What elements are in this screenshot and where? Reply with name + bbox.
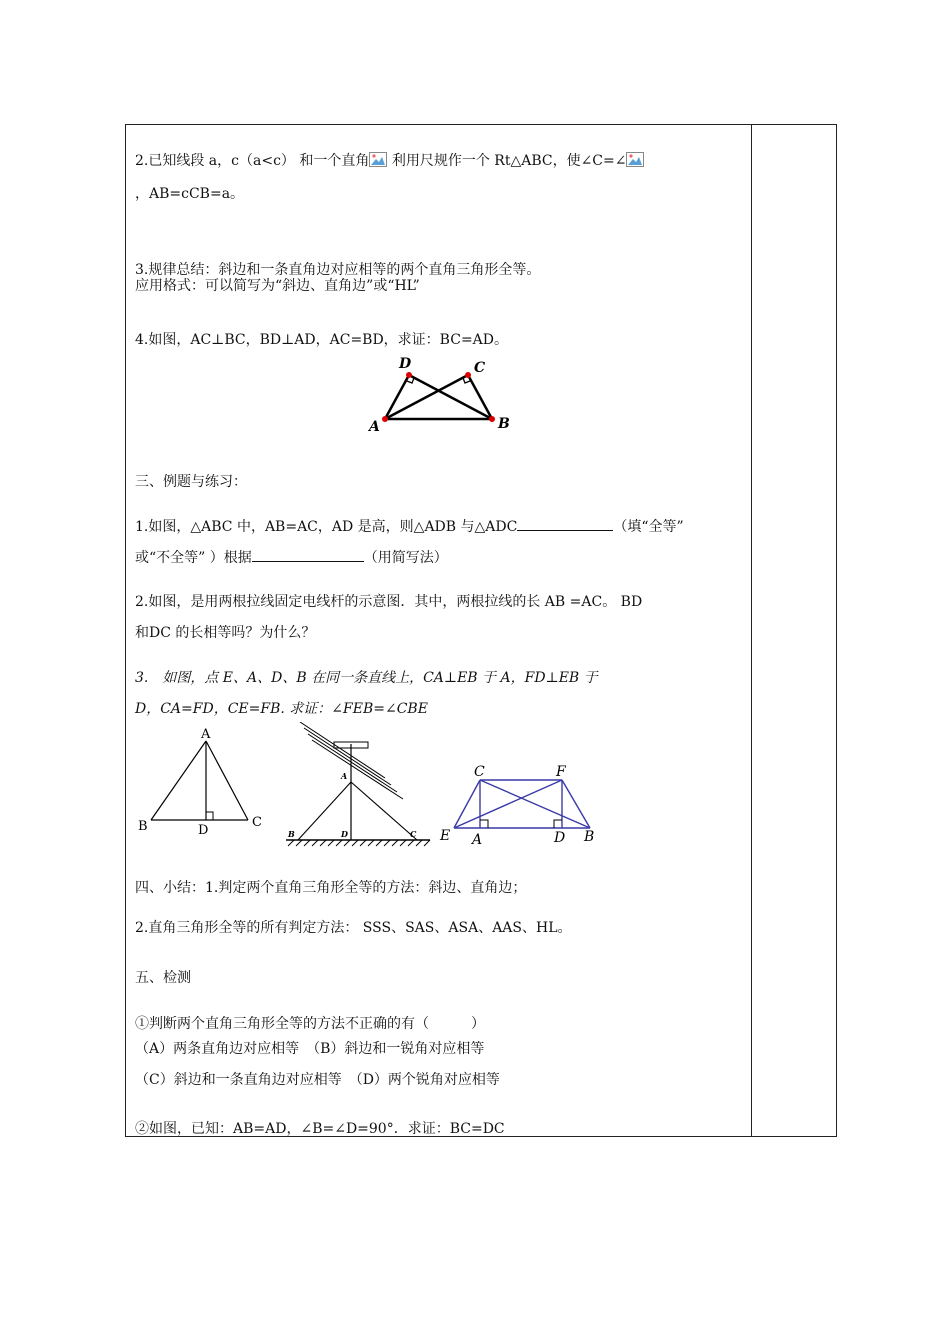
fig3-label-C: C [474, 764, 485, 780]
fig4-point-B [489, 416, 495, 422]
ex1-text-d: （用简写法） [363, 550, 448, 566]
fig3-line-EF [454, 780, 562, 828]
fig3-label-F: F [556, 764, 566, 780]
q1-stem: ①判断两个直角三角形全等的方法不正确的有（ ） [135, 1016, 485, 1032]
table-column-divider [751, 124, 752, 1137]
broken-image-icon [626, 152, 644, 167]
fig2-wire-1 [300, 722, 385, 778]
fig1-right-angle-mark [206, 812, 213, 820]
ex2-line1: 2.如图，是用两根拉线固定电线杆的示意图．其中，两根拉线的长 AB =AC。 BD [135, 594, 643, 610]
fig2-label-D: D [341, 829, 348, 839]
s2-line1 [135, 152, 644, 170]
q1-options-ab: （A）两条直角边对应相等 （B）斜边和一锐角对应相等 [135, 1041, 485, 1057]
fig4-label-C: C [474, 360, 486, 376]
fig2-label-A: A [341, 771, 348, 781]
fig4-label-B: B [498, 416, 510, 432]
fig2-wire-2 [304, 728, 391, 785]
fig2-ground-hatching [288, 840, 430, 846]
q1-options-cd: （C）斜边和一条直角边对应相等 （D）两个锐角对应相等 [135, 1072, 500, 1088]
fig4-label-A: A [369, 419, 380, 435]
fig3-label-D: D [554, 830, 566, 846]
s4-text: 4.如图，AC⊥BC，BD⊥AD，AC=BD，求证：BC=AD。 [135, 332, 509, 348]
figure-isosceles-triangle [135, 726, 270, 838]
ex1-text-c: 或“不全等” ）根据 [135, 550, 252, 566]
s3-line1: 3.规律总结：斜边和一条直角边对应相等的两个直角三角形全等。 [135, 262, 541, 278]
fig1-line-AC [206, 741, 248, 820]
section-3-title: 三、例题与练习： [135, 474, 247, 490]
ex3-line2: D，CA=FD，CE=FB. 求证：∠FEB=∠CBE [135, 701, 428, 717]
fig3-line-FB [562, 780, 590, 828]
fig3-label-E: E [440, 828, 451, 844]
fig2-label-B: B [288, 829, 295, 839]
fig2-guy-wire-AC [351, 782, 417, 840]
fig3-line-CB [480, 780, 590, 828]
fig3-line-EC [454, 780, 480, 828]
fig4-point-A [382, 416, 388, 422]
s2-line1-text-a: 2.已知线段 a，c（a<c） 和一个直角 [135, 153, 370, 169]
figure-4-triangles [360, 352, 520, 436]
fig3-label-B: B [584, 829, 595, 845]
ex1-line1 [135, 516, 684, 536]
section-5-title: 五、检测 [135, 970, 191, 986]
broken-image-icon [369, 152, 387, 167]
fig3-right-angle-A [480, 820, 488, 828]
figure-telegraph-pole [282, 722, 432, 848]
s2-line1-text-b: 利用尺规作一个 Rt△ABC，使∠C=∠ [387, 153, 627, 169]
fig4-label-D: D [399, 356, 412, 372]
fig1-label-A: A [201, 727, 211, 742]
fig2-label-C: C [410, 829, 417, 839]
ex1-answer-blank-1[interactable] [517, 516, 613, 531]
ex3-line1: 3. 如图，点 E、A、D、B 在同一条直线上，CA⊥EB 于 A，FD⊥EB 于 [135, 670, 598, 686]
fig1-label-B: B [138, 819, 148, 834]
fig2-wire-4 [312, 740, 403, 799]
fig1-label-C: C [252, 815, 262, 830]
fig1-label-D: D [198, 823, 209, 838]
s2-line2: ，AB=cCB=a。 [135, 186, 245, 202]
fig4-point-D [406, 372, 412, 378]
s3-line2: 应用格式：可以简写为“斜边、直角边”或“HL” [135, 278, 420, 294]
fig1-line-AB [151, 741, 206, 820]
figure-crossing-triangles [437, 760, 603, 850]
fig3-right-angle-D [554, 820, 562, 828]
ex1-answer-blank-2[interactable] [252, 547, 364, 562]
q2-text: ②如图，已知：AB=AD，∠B=∠D=90°．求证：BC=DC [135, 1121, 505, 1137]
summary-line2: 2.直角三角形全等的所有判定方法： SSS、SAS、ASA、AAS、HL。 [135, 920, 572, 936]
ex1-text-b: （填“全等” [613, 519, 684, 535]
fig4-point-C [465, 372, 471, 378]
ex1-text-a: 1.如图，△ABC 中，AB=AC，AD 是高，则△ADB 与△ADC [135, 519, 518, 535]
ex2-line2: 和DC 的长相等吗？为什么？ [135, 625, 316, 641]
summary-line1: 四、小结：1.判定两个直角三角形全等的方法：斜边、直角边； [135, 880, 527, 896]
fig3-label-A: A [472, 832, 483, 848]
ex1-line2 [135, 547, 448, 567]
